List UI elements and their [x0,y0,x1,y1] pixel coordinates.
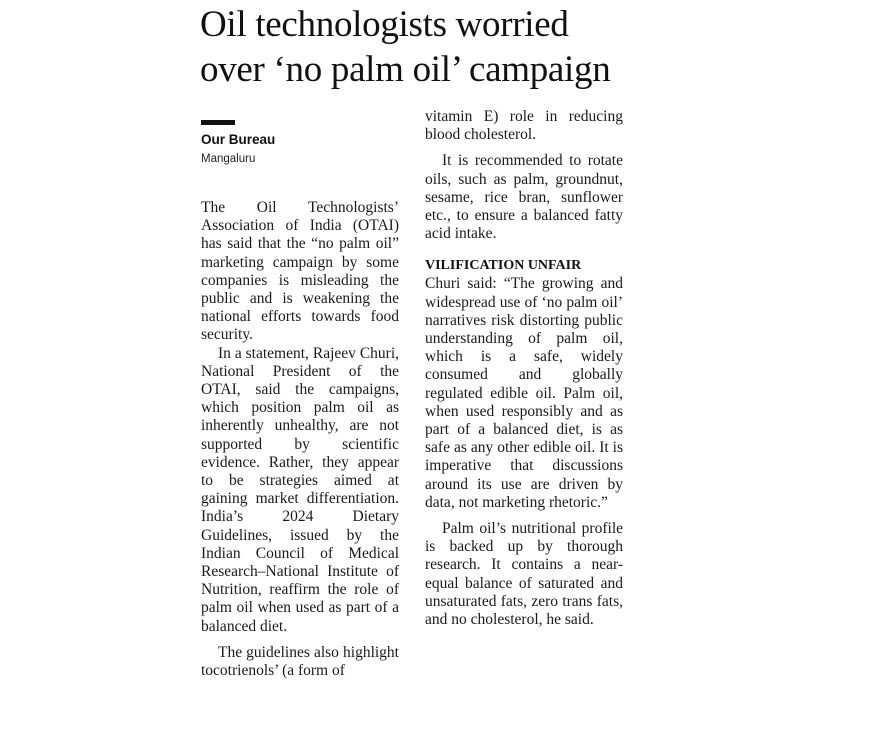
paragraph-statement: In a statement, Rajeev Churi, National President of the OTAI, said the campaigns, which position palm oil as inherently unhealthy, are not supported by scientific evidence. Rather, they appear to be strategies aimed at gaining market differentiation. India’s 2024 Dietary Guidelines, issued by the Indian Council of Medical Research–National Institute of Nutrition, reaffirm the role of palm oil when used as part of a balanced diet. [201,344,399,635]
dateline: Mangaluru [201,153,256,165]
headline-line-1: Oil technologists worried [200,4,569,45]
article-column-1 [201,199,399,680]
paragraph-nutrition: Palm oil’s nutritional profile is backed up by thorough research. It contains a near-equal balance of saturated and unsaturated fats, zero trans fats, and no cholesterol, he said. [425,520,623,629]
article-column-2 [425,108,623,629]
headline [200,2,820,92]
subheading: VILIFICATION UNFAIR [425,258,582,274]
byline: Our Bureau [201,132,276,147]
byline-rule [201,120,235,125]
headline-line-2: over ‘no palm oil’ campaign [200,49,611,90]
paragraph-continuation: vitamin E) role in reducing blood cholesterol. [425,108,623,144]
paragraph-guidelines: The guidelines also highlight tocotrienols’ (a form of [201,643,399,680]
paragraph-churi-quote: Churi said: “The growing and widespread use of ‘no palm oil’ narratives risk distorting public understanding of palm oil, which is a safe, widely consumed and globally regulated edible oil. Palm oil, when used responsibly and as part of a balanced diet, is as safe as any other edible oil. It is imperative that discussions around its use are driven by data, not marketing rhetoric.” [425,275,623,511]
paragraph-intro: The Oil Technologists’ Association of India (OTAI) has said that the “no palm oil” marketing campaign by some companies is misleading the public and is weakening the national efforts towards food security. [201,199,399,344]
paragraph-rotate-oils: It is recommended to rotate oils, such as palm, groundnut, sesame, rice bran, sunflower etc., to ensure a balanced fatty acid intake. [425,152,623,243]
